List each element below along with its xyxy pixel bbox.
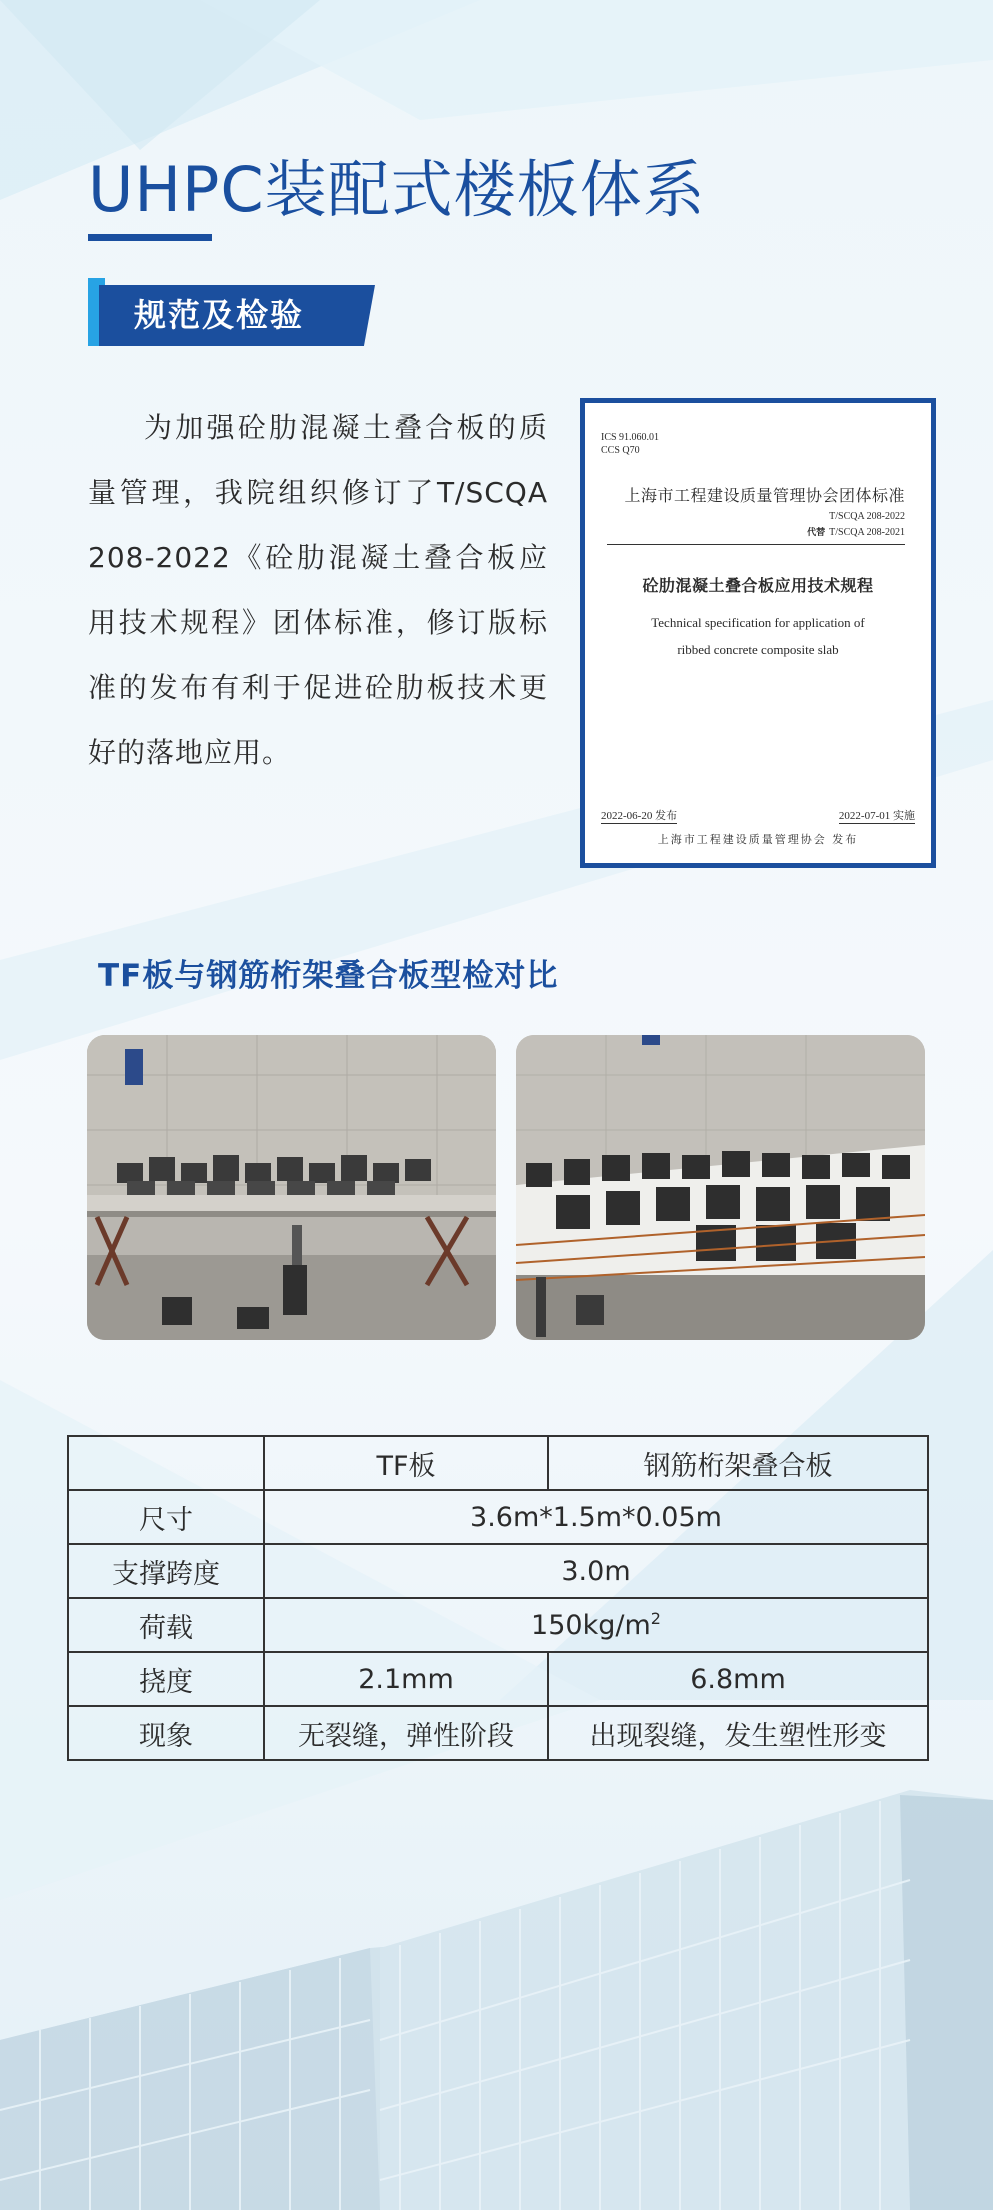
title-underline: [88, 234, 212, 241]
table-cell-deflection-label: 挠度: [68, 1652, 264, 1706]
load-value-superscript: 2: [650, 1609, 661, 1628]
doc-ccs-code: CCS Q70: [601, 445, 640, 456]
table-cell-load-value: [264, 1598, 928, 1652]
table-cell-phenomenon-tf: 无裂缝，弹性阶段: [264, 1706, 548, 1760]
doc-association-standard: 上海市工程建设质量管理协会团体标准: [624, 486, 905, 505]
table-cell-span-label: 支撑跨度: [68, 1544, 264, 1598]
table-cell-phenomenon-label: 现象: [68, 1706, 264, 1760]
tf-slab-load-test-photo: [87, 1035, 496, 1340]
table-header-empty: [68, 1436, 264, 1490]
doc-publisher: 上海市工程建设质量管理协会 发布: [657, 833, 859, 846]
section-tag: [88, 278, 378, 346]
table-cell-deflection-truss: 6.8mm: [548, 1652, 928, 1706]
doc-classification-codes: [601, 431, 659, 457]
table-header-tf: TF板: [264, 1436, 548, 1490]
table-row-header: [68, 1436, 928, 1490]
doc-replaces: [807, 525, 905, 538]
doc-title-english-line1: Technical specification for application of: [651, 615, 865, 630]
table-cell-size-label: 尺寸: [68, 1490, 264, 1544]
doc-title-english-line2: ribbed concrete composite slab: [677, 642, 839, 657]
table-cell-span-value: 3.0m: [264, 1544, 928, 1598]
table-cell-size-value: 3.6m*1.5m*0.05m: [264, 1490, 928, 1544]
table-row-size: [68, 1490, 928, 1544]
table-row-phenomenon: [68, 1706, 928, 1760]
page-title: UHPC装配式楼板体系: [88, 153, 706, 226]
doc-publish-date: 2022-06-20 发布: [601, 810, 678, 822]
table-header-truss: 钢筋桁架叠合板: [548, 1436, 928, 1490]
doc-ics-code: ICS 91.060.01: [601, 432, 660, 443]
doc-replaces-number: T/SCQA 208-2021: [829, 527, 905, 538]
table-row-deflection: [68, 1652, 928, 1706]
doc-title-chinese: 砼肋混凝土叠合板应用技术规程: [642, 576, 874, 595]
table-row-span: [68, 1544, 928, 1598]
doc-standard-number: T/SCQA 208-2022: [829, 511, 905, 522]
comparison-heading: TF板与钢筋桁架叠合板型检对比: [98, 958, 559, 994]
table-cell-load-label: 荷载: [68, 1598, 264, 1652]
table-row-load: [68, 1598, 928, 1652]
intro-paragraph: 为加强砼肋混凝土叠合板的质量管理，我院组织修订了T/SCQA 208-2022《砼肋混凝土叠合板应用技术规程》团体标准，修订版标准的发布有利于促进砼肋板技术更好的落地应用。: [88, 411, 548, 769]
load-value-text: 150kg/m: [531, 1610, 651, 1641]
standard-document-cover: [580, 398, 936, 868]
doc-divider: [607, 544, 905, 545]
doc-title-english: [605, 609, 911, 663]
table-cell-deflection-tf: 2.1mm: [264, 1652, 548, 1706]
section-tag-label: 规范及检验: [134, 296, 305, 334]
doc-replaces-label: 代替: [807, 528, 826, 538]
doc-implement-date: 2022-07-01 实施: [838, 810, 915, 822]
table-cell-phenomenon-truss: 出现裂缝，发生塑性形变: [548, 1706, 928, 1760]
comparison-table: [67, 1435, 929, 1761]
truss-slab-load-test-photo: [516, 1035, 925, 1340]
